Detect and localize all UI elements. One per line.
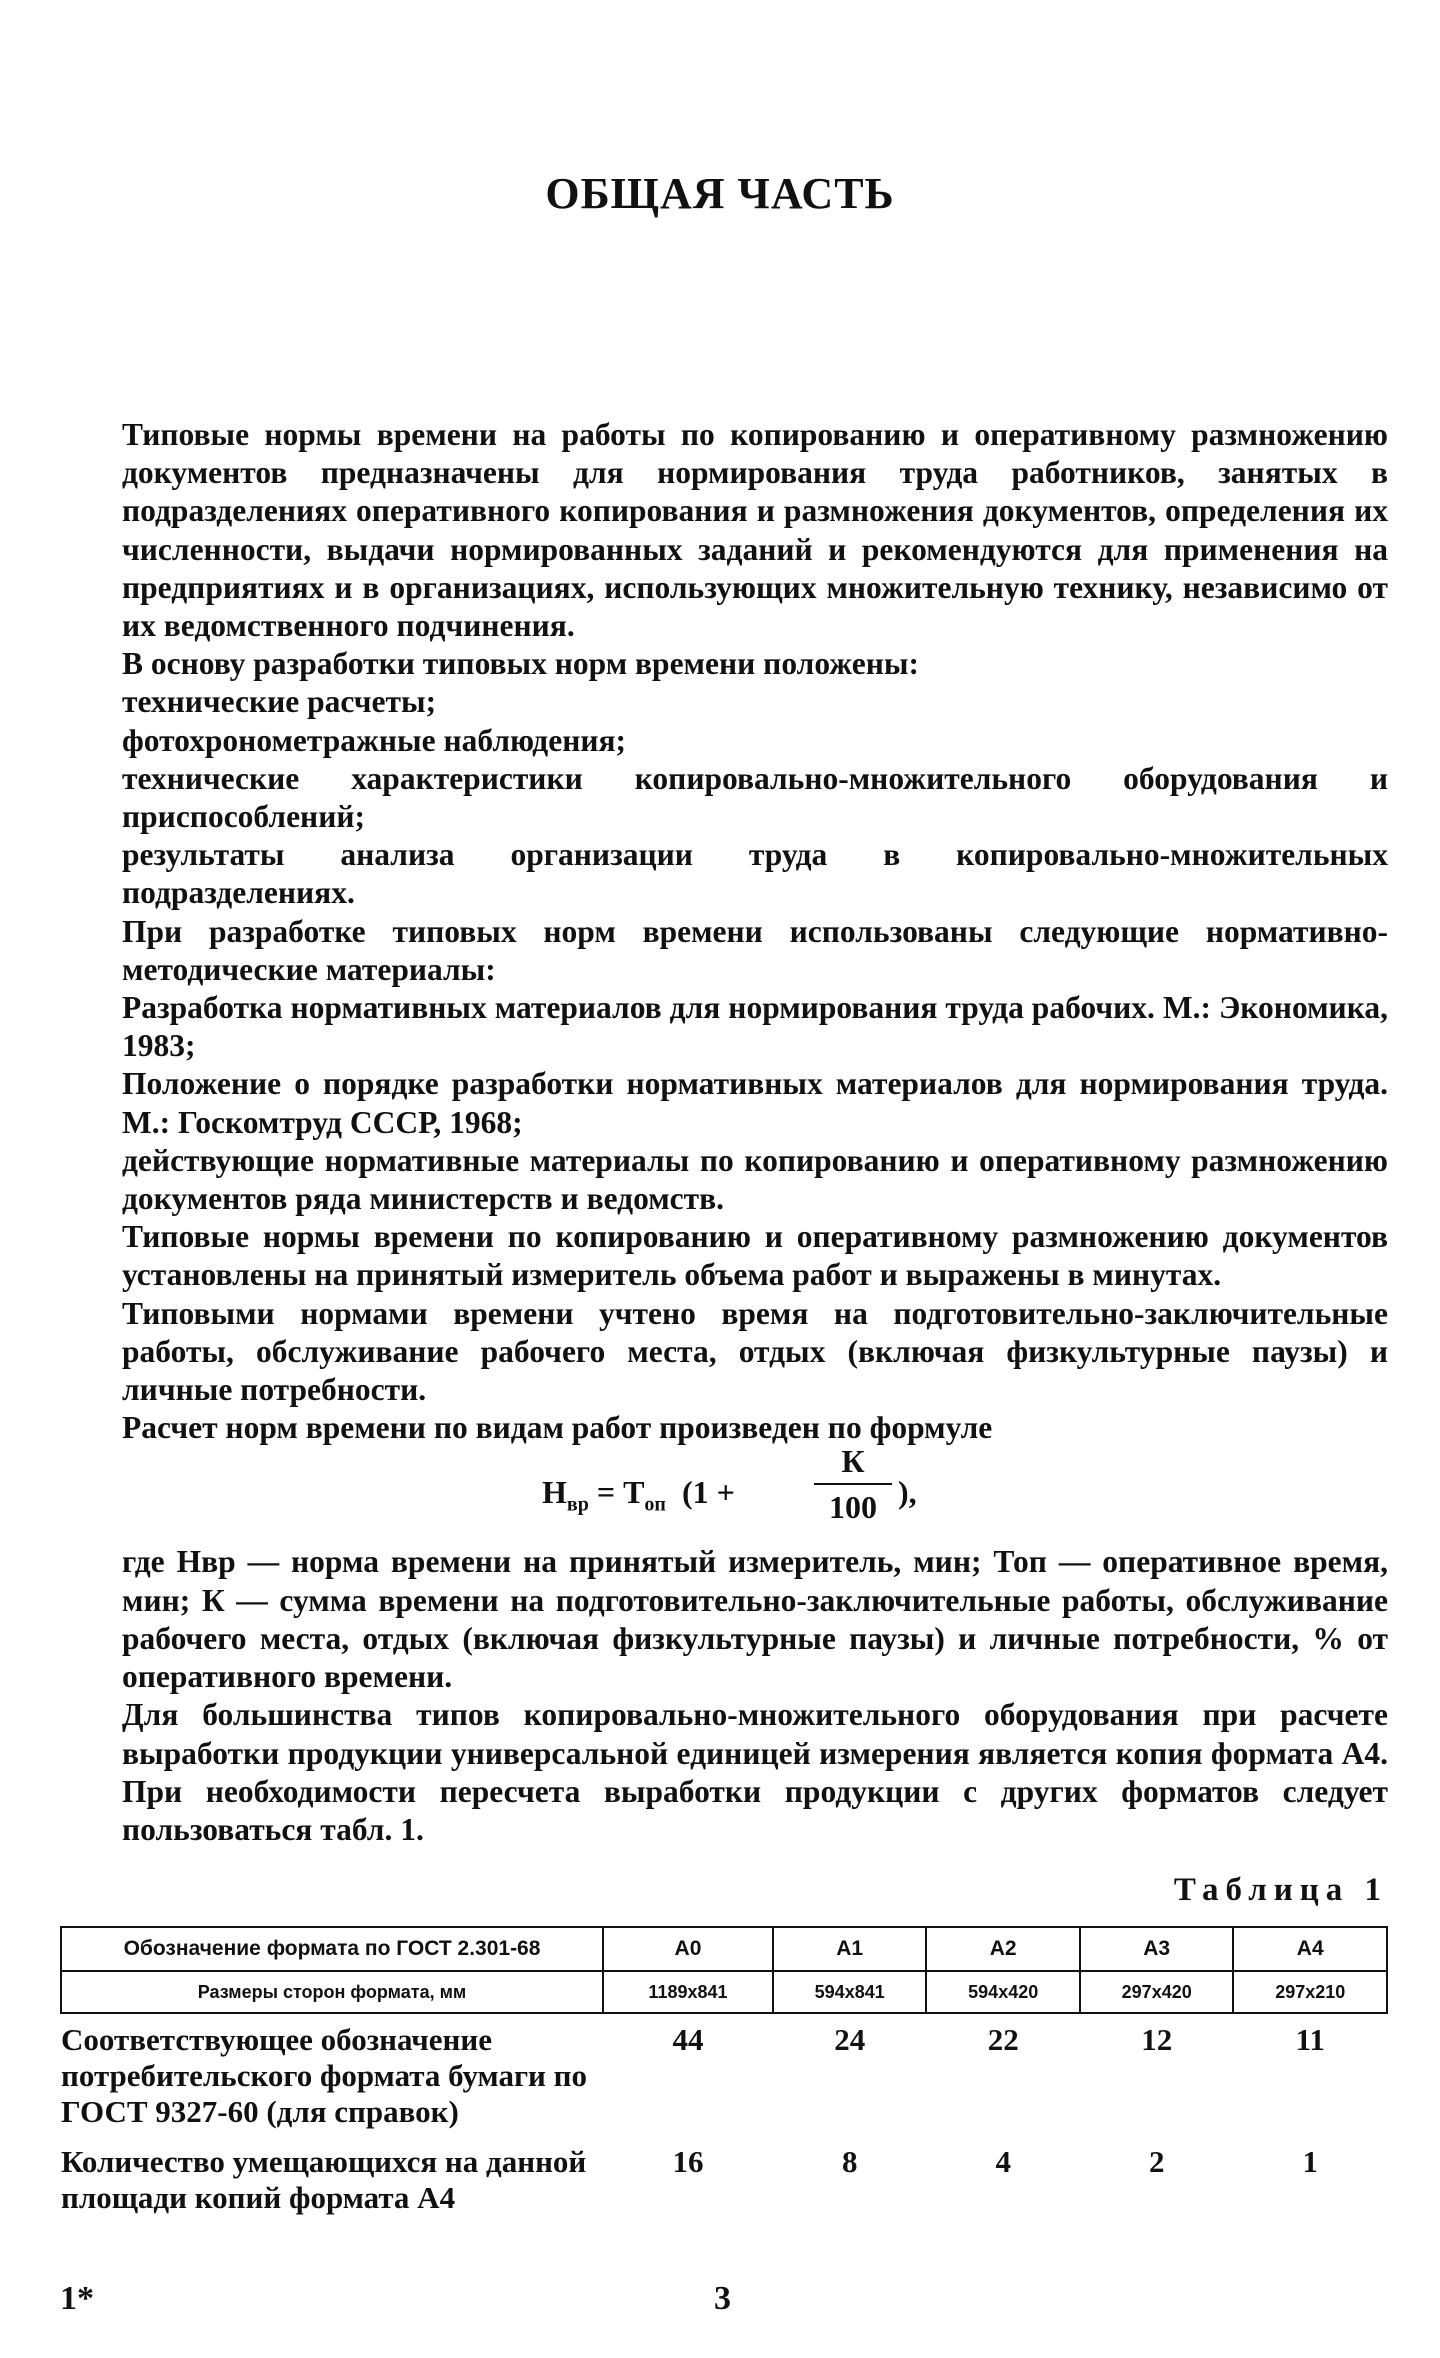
table-row <box>61 2136 1387 2222</box>
reference-item-1: Разработка нормативных материалов для нормирования труда рабочих. М.: Экономика, 1983; <box>122 990 1388 1064</box>
table-cell: 22 <box>987 2022 1019 2057</box>
table-cell: 44 <box>672 2022 704 2057</box>
table-cell: 1 <box>1302 2144 1318 2179</box>
list-item-calculations: технические расчеты; <box>122 684 437 720</box>
format-table <box>60 1926 1388 2222</box>
header-size-label: Размеры сторон формата, мм <box>61 1971 603 2013</box>
table-header-row <box>61 1971 1387 2013</box>
fraction-denominator: 100 <box>829 1489 877 1526</box>
list-item-observations: фотохронометражные наблюдения; <box>122 722 627 758</box>
table-cell: 2 <box>1148 2144 1165 2179</box>
reference-item-2: Положение о порядке разработки нормативных материалов для нормирования труда. М.: Госкомтруд СССР, 1968; <box>122 1066 1388 1140</box>
paragraph-a4: Для большинства типов копировально-множительного оборудования при расчете выработки продукции универсальной единицей измерения является копия формата А4. При необходимости пересчета выработки продукции с других форматов следует пользоваться табл. 1. <box>122 1697 1388 1847</box>
body-text <box>122 416 1388 1849</box>
table-caption: Таблица 1 <box>1173 1872 1388 1908</box>
header-size: 594x420 <box>926 1971 1080 2013</box>
reference-item-3: действующие нормативные материалы по копированию и оперативному размножению документов ряда министерств и ведомств. <box>122 1142 1388 1217</box>
list-item-characteristics: технические характеристики копировально-множительного оборудования и приспособлений; <box>122 760 1388 835</box>
header-format: А4 <box>1233 1927 1387 1971</box>
table-row <box>61 2013 1387 2136</box>
header-format: А0 <box>603 1927 773 1971</box>
header-size: 297x210 <box>1233 1971 1387 2013</box>
header-format: А1 <box>773 1927 927 1971</box>
signature-mark: 1* <box>60 2280 94 2317</box>
formula-left: $Н_{вр} = Т_{оп}$ (1 + <box>542 1474 743 1516</box>
fraction-bar <box>814 1483 892 1485</box>
paragraph-intro: Типовые нормы времени на работы по копированию и оперативному размножению документов предназначены для нормирования труда работников, занятых в подразделениях оперативного копирования и размножения документов, определения их численности, выдачи нормированных заданий и рекомендуются для применения на предприятиях и в организациях, использующих множительную технику, независимо от их ведомственного подчинения. <box>122 417 1388 644</box>
table-header-row <box>61 1927 1387 1971</box>
table-cell: 11 <box>1295 2022 1325 2057</box>
header-size: 594x841 <box>773 1971 927 2013</box>
table-cell: 16 <box>672 2144 704 2179</box>
paragraph-included-time: Типовыми нормами времени учтено время на подготовительно-заключительные работы, обслуживание рабочего места, отдых (включая физкультурные паузы) и личные потребности. <box>122 1295 1388 1408</box>
list-item-analysis: результаты анализа организации труда в копировально-множительных подразделениях. <box>122 837 1388 911</box>
row-label: Количество умещающихся на данной площади копий формата А4 <box>61 2144 587 2215</box>
page-number: 3 <box>714 2280 731 2317</box>
table-cell: 8 <box>841 2144 858 2179</box>
formula-close: ), <box>898 1474 917 1511</box>
header-format: А3 <box>1080 1927 1234 1971</box>
table-cell: 12 <box>1141 2022 1173 2057</box>
page-title: ОБЩАЯ ЧАСТЬ <box>545 169 895 218</box>
paragraph-basis: В основу разработки типовых норм времени положены: <box>122 646 919 682</box>
paragraph-units: Типовые нормы времени по копированию и оперативному размножению документов установлены на принятый измеритель объема работ и выражены в минутах. <box>122 1219 1388 1293</box>
table-cell: 4 <box>995 2144 1011 2179</box>
header-size: 297x420 <box>1080 1971 1234 2013</box>
paragraph-legend: где Нвр — норма времени на принятый измеритель, мин; Топ — оперативное время, мин; К — сумма времени на подготовительно-заключительные работы, обслуживание рабочего места, отдых (включая физкультурные паузы) и личные потребности, % от оперативного времени. <box>122 1544 1388 1695</box>
paragraph-materials: При разработке типовых норм времени использованы следующие нормативно-методические материалы: <box>122 913 1388 987</box>
fraction-numerator: К <box>841 1443 865 1480</box>
row-label: Соответствующее обозначение потребительского формата бумаги по ГОСТ 9327-60 (для справок) <box>61 2022 588 2129</box>
paragraph-formula-intro: Расчет норм времени по видам работ произведен по формуле <box>122 1410 993 1446</box>
header-format-label: Обозначение формата по ГОСТ 2.301-68 <box>61 1927 603 1971</box>
header-size: 1189x841 <box>603 1971 773 2013</box>
table-cell: 24 <box>834 2022 866 2057</box>
formula <box>122 1443 1388 1543</box>
formula-fraction <box>814 1443 892 1525</box>
header-format: А2 <box>926 1927 1080 1971</box>
